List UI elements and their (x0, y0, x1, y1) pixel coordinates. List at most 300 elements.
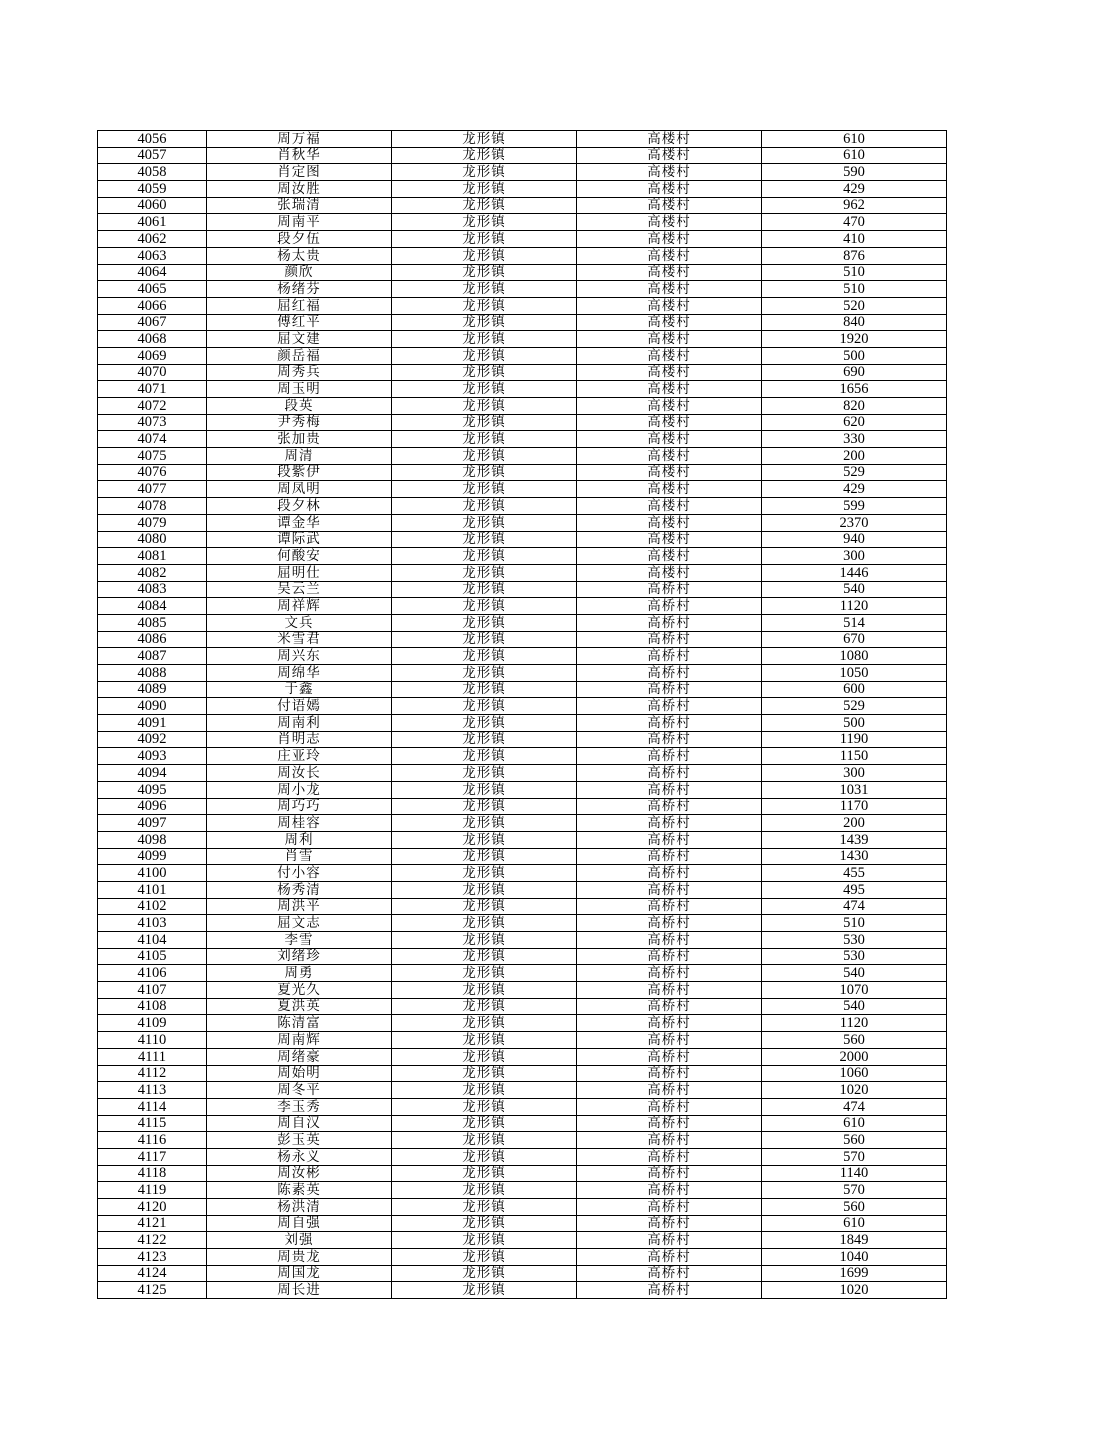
name-cell: 杨秀清 (207, 881, 392, 898)
village-cell: 高桥村 (577, 648, 762, 665)
name-cell: 周洪平 (207, 898, 392, 915)
town-cell: 龙形镇 (392, 1232, 577, 1249)
town-cell: 龙形镇 (392, 498, 577, 515)
town-cell: 龙形镇 (392, 781, 577, 798)
amount-cell: 600 (762, 681, 947, 698)
town-cell: 龙形镇 (392, 581, 577, 598)
town-cell: 龙形镇 (392, 1148, 577, 1165)
data-table (97, 130, 947, 1299)
town-cell: 龙形镇 (392, 1182, 577, 1199)
table-row (98, 1082, 947, 1099)
name-cell: 文兵 (207, 614, 392, 631)
town-cell: 龙形镇 (392, 448, 577, 465)
amount-cell: 1439 (762, 831, 947, 848)
name-cell: 米雪君 (207, 631, 392, 648)
name-cell: 周自强 (207, 1215, 392, 1232)
table-row (98, 1098, 947, 1115)
village-cell: 高桥村 (577, 1082, 762, 1099)
village-cell: 高桥村 (577, 1148, 762, 1165)
amount-cell: 200 (762, 448, 947, 465)
table-row (98, 1048, 947, 1065)
name-cell: 周汝长 (207, 765, 392, 782)
village-cell: 高楼村 (577, 514, 762, 531)
town-cell: 龙形镇 (392, 1115, 577, 1132)
row-number-cell: 4114 (98, 1098, 207, 1115)
amount-cell: 560 (762, 1199, 947, 1216)
name-cell: 彭玉英 (207, 1132, 392, 1149)
town-cell: 龙形镇 (392, 748, 577, 765)
table-row (98, 681, 947, 698)
table-row (98, 181, 947, 198)
amount-cell: 560 (762, 1032, 947, 1049)
row-number-cell: 4065 (98, 281, 207, 298)
row-number-cell: 4106 (98, 965, 207, 982)
village-cell: 高楼村 (577, 564, 762, 581)
town-cell: 龙形镇 (392, 181, 577, 198)
amount-cell: 410 (762, 231, 947, 248)
town-cell: 龙形镇 (392, 681, 577, 698)
village-cell: 高桥村 (577, 1132, 762, 1149)
name-cell: 周祥辉 (207, 598, 392, 615)
amount-cell: 1446 (762, 564, 947, 581)
row-number-cell: 4062 (98, 231, 207, 248)
name-cell: 李雪 (207, 932, 392, 949)
table-row (98, 364, 947, 381)
table-row (98, 1132, 947, 1149)
name-cell: 屈红福 (207, 297, 392, 314)
amount-cell: 670 (762, 631, 947, 648)
table-row (98, 1165, 947, 1182)
amount-cell: 820 (762, 398, 947, 415)
table-row (98, 398, 947, 415)
name-cell: 周桂容 (207, 815, 392, 832)
amount-cell: 1150 (762, 748, 947, 765)
row-number-cell: 4097 (98, 815, 207, 832)
row-number-cell: 4066 (98, 297, 207, 314)
name-cell: 付语嫣 (207, 698, 392, 715)
name-cell: 尹秀梅 (207, 414, 392, 431)
table-row (98, 498, 947, 515)
town-cell: 龙形镇 (392, 1249, 577, 1266)
table-row (98, 748, 947, 765)
amount-cell: 1060 (762, 1065, 947, 1082)
row-number-cell: 4107 (98, 982, 207, 999)
row-number-cell: 4095 (98, 781, 207, 798)
amount-cell: 1080 (762, 648, 947, 665)
row-number-cell: 4116 (98, 1132, 207, 1149)
amount-cell: 570 (762, 1148, 947, 1165)
village-cell: 高桥村 (577, 1048, 762, 1065)
table-row (98, 431, 947, 448)
amount-cell: 330 (762, 431, 947, 448)
table-row (98, 698, 947, 715)
name-cell: 周小龙 (207, 781, 392, 798)
row-number-cell: 4077 (98, 481, 207, 498)
village-cell: 高桥村 (577, 1165, 762, 1182)
village-cell: 高楼村 (577, 164, 762, 181)
row-number-cell: 4100 (98, 865, 207, 882)
name-cell: 杨洪清 (207, 1199, 392, 1216)
amount-cell: 429 (762, 181, 947, 198)
village-cell: 高楼村 (577, 431, 762, 448)
village-cell: 高桥村 (577, 848, 762, 865)
amount-cell: 962 (762, 197, 947, 214)
table-row (98, 614, 947, 631)
village-cell: 高桥村 (577, 598, 762, 615)
row-number-cell: 4086 (98, 631, 207, 648)
town-cell: 龙形镇 (392, 314, 577, 331)
village-cell: 高楼村 (577, 347, 762, 364)
name-cell: 肖明志 (207, 731, 392, 748)
table-row (98, 1032, 947, 1049)
table-row (98, 481, 947, 498)
village-cell: 高楼村 (577, 247, 762, 264)
row-number-cell: 4061 (98, 214, 207, 231)
village-cell: 高桥村 (577, 815, 762, 832)
row-number-cell: 4088 (98, 665, 207, 682)
row-number-cell: 4123 (98, 1249, 207, 1266)
village-cell: 高桥村 (577, 665, 762, 682)
table-row (98, 147, 947, 164)
name-cell: 何酸安 (207, 548, 392, 565)
name-cell: 肖雪 (207, 848, 392, 865)
name-cell: 周凤明 (207, 481, 392, 498)
village-cell: 高桥村 (577, 1282, 762, 1299)
name-cell: 杨绪芬 (207, 281, 392, 298)
village-cell: 高楼村 (577, 314, 762, 331)
village-cell: 高楼村 (577, 297, 762, 314)
row-number-cell: 4103 (98, 915, 207, 932)
town-cell: 龙形镇 (392, 948, 577, 965)
village-cell: 高楼村 (577, 531, 762, 548)
town-cell: 龙形镇 (392, 1098, 577, 1115)
amount-cell: 690 (762, 364, 947, 381)
row-number-cell: 4102 (98, 898, 207, 915)
amount-cell: 514 (762, 614, 947, 631)
row-number-cell: 4110 (98, 1032, 207, 1049)
row-number-cell: 4056 (98, 131, 207, 148)
table-row (98, 1249, 947, 1266)
table-row (98, 1232, 947, 1249)
village-cell: 高楼村 (577, 414, 762, 431)
village-cell: 高桥村 (577, 915, 762, 932)
village-cell: 高桥村 (577, 798, 762, 815)
town-cell: 龙形镇 (392, 998, 577, 1015)
name-cell: 颜欣 (207, 264, 392, 281)
village-cell: 高楼村 (577, 214, 762, 231)
amount-cell: 540 (762, 998, 947, 1015)
table-row (98, 331, 947, 348)
town-cell: 龙形镇 (392, 147, 577, 164)
village-cell: 高楼村 (577, 231, 762, 248)
row-number-cell: 4091 (98, 715, 207, 732)
amount-cell: 620 (762, 414, 947, 431)
town-cell: 龙形镇 (392, 164, 577, 181)
name-cell: 谭金华 (207, 514, 392, 531)
name-cell: 周南辉 (207, 1032, 392, 1049)
name-cell: 刘强 (207, 1232, 392, 1249)
amount-cell: 474 (762, 1098, 947, 1115)
table-row (98, 1148, 947, 1165)
name-cell: 周兴东 (207, 648, 392, 665)
village-cell: 高桥村 (577, 765, 762, 782)
row-number-cell: 4076 (98, 464, 207, 481)
name-cell: 段夕伍 (207, 231, 392, 248)
row-number-cell: 4070 (98, 364, 207, 381)
row-number-cell: 4113 (98, 1082, 207, 1099)
town-cell: 龙形镇 (392, 231, 577, 248)
row-number-cell: 4109 (98, 1015, 207, 1032)
town-cell: 龙形镇 (392, 531, 577, 548)
town-cell: 龙形镇 (392, 564, 577, 581)
amount-cell: 1120 (762, 1015, 947, 1032)
village-cell: 高楼村 (577, 281, 762, 298)
amount-cell: 610 (762, 147, 947, 164)
row-number-cell: 4101 (98, 881, 207, 898)
amount-cell: 540 (762, 965, 947, 982)
amount-cell: 510 (762, 915, 947, 932)
amount-cell: 500 (762, 347, 947, 364)
town-cell: 龙形镇 (392, 1132, 577, 1149)
name-cell: 周汝彬 (207, 1165, 392, 1182)
table-row (98, 297, 947, 314)
table-row (98, 548, 947, 565)
town-cell: 龙形镇 (392, 815, 577, 832)
amount-cell: 560 (762, 1132, 947, 1149)
name-cell: 周万福 (207, 131, 392, 148)
amount-cell: 570 (762, 1182, 947, 1199)
name-cell: 陈素英 (207, 1182, 392, 1199)
name-cell: 杨太贵 (207, 247, 392, 264)
town-cell: 龙形镇 (392, 865, 577, 882)
town-cell: 龙形镇 (392, 431, 577, 448)
town-cell: 龙形镇 (392, 831, 577, 848)
row-number-cell: 4124 (98, 1265, 207, 1282)
row-number-cell: 4098 (98, 831, 207, 848)
row-number-cell: 4060 (98, 197, 207, 214)
town-cell: 龙形镇 (392, 247, 577, 264)
row-number-cell: 4111 (98, 1048, 207, 1065)
amount-cell: 1120 (762, 598, 947, 615)
village-cell: 高桥村 (577, 715, 762, 732)
row-number-cell: 4099 (98, 848, 207, 865)
town-cell: 龙形镇 (392, 1032, 577, 1049)
amount-cell: 200 (762, 815, 947, 832)
table-row (98, 197, 947, 214)
name-cell: 周玉明 (207, 381, 392, 398)
table-row (98, 164, 947, 181)
amount-cell: 1040 (762, 1249, 947, 1266)
name-cell: 张瑞清 (207, 197, 392, 214)
row-number-cell: 4120 (98, 1199, 207, 1216)
row-number-cell: 4063 (98, 247, 207, 264)
town-cell: 龙形镇 (392, 197, 577, 214)
village-cell: 高楼村 (577, 448, 762, 465)
row-number-cell: 4104 (98, 932, 207, 949)
row-number-cell: 4068 (98, 331, 207, 348)
table-row (98, 231, 947, 248)
amount-cell: 840 (762, 314, 947, 331)
table-row (98, 531, 947, 548)
row-number-cell: 4074 (98, 431, 207, 448)
row-number-cell: 4069 (98, 347, 207, 364)
table-row (98, 731, 947, 748)
row-number-cell: 4071 (98, 381, 207, 398)
amount-cell: 429 (762, 481, 947, 498)
name-cell: 颜岳福 (207, 347, 392, 364)
amount-cell: 474 (762, 898, 947, 915)
table-row (98, 898, 947, 915)
town-cell: 龙形镇 (392, 965, 577, 982)
town-cell: 龙形镇 (392, 1265, 577, 1282)
town-cell: 龙形镇 (392, 1165, 577, 1182)
table-row (98, 347, 947, 364)
amount-cell: 529 (762, 698, 947, 715)
town-cell: 龙形镇 (392, 131, 577, 148)
row-number-cell: 4117 (98, 1148, 207, 1165)
name-cell: 屈文志 (207, 915, 392, 932)
amount-cell: 590 (762, 164, 947, 181)
town-cell: 龙形镇 (392, 414, 577, 431)
table-row (98, 581, 947, 598)
table-row (98, 915, 947, 932)
row-number-cell: 4096 (98, 798, 207, 815)
amount-cell: 599 (762, 498, 947, 515)
name-cell: 周绵华 (207, 665, 392, 682)
table-row (98, 264, 947, 281)
table-row (98, 448, 947, 465)
name-cell: 吴云兰 (207, 581, 392, 598)
town-cell: 龙形镇 (392, 381, 577, 398)
name-cell: 段紫伊 (207, 464, 392, 481)
town-cell: 龙形镇 (392, 982, 577, 999)
row-number-cell: 4118 (98, 1165, 207, 1182)
town-cell: 龙形镇 (392, 881, 577, 898)
row-number-cell: 4072 (98, 398, 207, 415)
town-cell: 龙形镇 (392, 1048, 577, 1065)
amount-cell: 530 (762, 948, 947, 965)
amount-cell: 1849 (762, 1232, 947, 1249)
name-cell: 傅红平 (207, 314, 392, 331)
town-cell: 龙形镇 (392, 731, 577, 748)
name-cell: 谭际武 (207, 531, 392, 548)
name-cell: 段夕林 (207, 498, 392, 515)
village-cell: 高桥村 (577, 1232, 762, 1249)
village-cell: 高楼村 (577, 481, 762, 498)
town-cell: 龙形镇 (392, 1215, 577, 1232)
village-cell: 高桥村 (577, 698, 762, 715)
table-row (98, 831, 947, 848)
village-cell: 高桥村 (577, 1182, 762, 1199)
table-row (98, 998, 947, 1015)
table-row (98, 948, 947, 965)
village-cell: 高桥村 (577, 1098, 762, 1115)
town-cell: 龙形镇 (392, 798, 577, 815)
row-number-cell: 4067 (98, 314, 207, 331)
village-cell: 高桥村 (577, 748, 762, 765)
village-cell: 高桥村 (577, 948, 762, 965)
amount-cell: 495 (762, 881, 947, 898)
amount-cell: 300 (762, 765, 947, 782)
village-cell: 高桥村 (577, 631, 762, 648)
row-number-cell: 4064 (98, 264, 207, 281)
village-cell: 高桥村 (577, 982, 762, 999)
table-row (98, 932, 947, 949)
name-cell: 周利 (207, 831, 392, 848)
town-cell: 龙形镇 (392, 264, 577, 281)
name-cell: 周绪豪 (207, 1048, 392, 1065)
village-cell: 高桥村 (577, 1015, 762, 1032)
amount-cell: 520 (762, 297, 947, 314)
name-cell: 周巧巧 (207, 798, 392, 815)
town-cell: 龙形镇 (392, 715, 577, 732)
town-cell: 龙形镇 (392, 898, 577, 915)
name-cell: 周国龙 (207, 1265, 392, 1282)
town-cell: 龙形镇 (392, 548, 577, 565)
village-cell: 高桥村 (577, 1249, 762, 1266)
row-number-cell: 4075 (98, 448, 207, 465)
town-cell: 龙形镇 (392, 331, 577, 348)
name-cell: 夏洪英 (207, 998, 392, 1015)
amount-cell: 1031 (762, 781, 947, 798)
table-row (98, 765, 947, 782)
name-cell: 杨永义 (207, 1148, 392, 1165)
village-cell: 高桥村 (577, 581, 762, 598)
town-cell: 龙形镇 (392, 281, 577, 298)
table-row (98, 1115, 947, 1132)
name-cell: 周秀兵 (207, 364, 392, 381)
table-row (98, 131, 947, 148)
row-number-cell: 4073 (98, 414, 207, 431)
table-row (98, 381, 947, 398)
town-cell: 龙形镇 (392, 648, 577, 665)
row-number-cell: 4121 (98, 1215, 207, 1232)
table-row (98, 564, 947, 581)
town-cell: 龙形镇 (392, 1199, 577, 1216)
row-number-cell: 4057 (98, 147, 207, 164)
amount-cell: 1920 (762, 331, 947, 348)
name-cell: 周自汉 (207, 1115, 392, 1132)
table-row (98, 1065, 947, 1082)
village-cell: 高桥村 (577, 998, 762, 1015)
town-cell: 龙形镇 (392, 614, 577, 631)
table-row (98, 1199, 947, 1216)
town-cell: 龙形镇 (392, 848, 577, 865)
table-row (98, 314, 947, 331)
amount-cell: 1050 (762, 665, 947, 682)
town-cell: 龙形镇 (392, 932, 577, 949)
name-cell: 周汝胜 (207, 181, 392, 198)
row-number-cell: 4081 (98, 548, 207, 565)
name-cell: 周南利 (207, 715, 392, 732)
name-cell: 肖秋华 (207, 147, 392, 164)
amount-cell: 940 (762, 531, 947, 548)
village-cell: 高楼村 (577, 548, 762, 565)
town-cell: 龙形镇 (392, 1282, 577, 1299)
name-cell: 屈明仕 (207, 564, 392, 581)
name-cell: 付小容 (207, 865, 392, 882)
amount-cell: 1070 (762, 982, 947, 999)
amount-cell: 610 (762, 1215, 947, 1232)
row-number-cell: 4105 (98, 948, 207, 965)
row-number-cell: 4089 (98, 681, 207, 698)
row-number-cell: 4085 (98, 614, 207, 631)
village-cell: 高楼村 (577, 147, 762, 164)
table-row (98, 1215, 947, 1232)
row-number-cell: 4093 (98, 748, 207, 765)
village-cell: 高桥村 (577, 681, 762, 698)
table-row (98, 464, 947, 481)
